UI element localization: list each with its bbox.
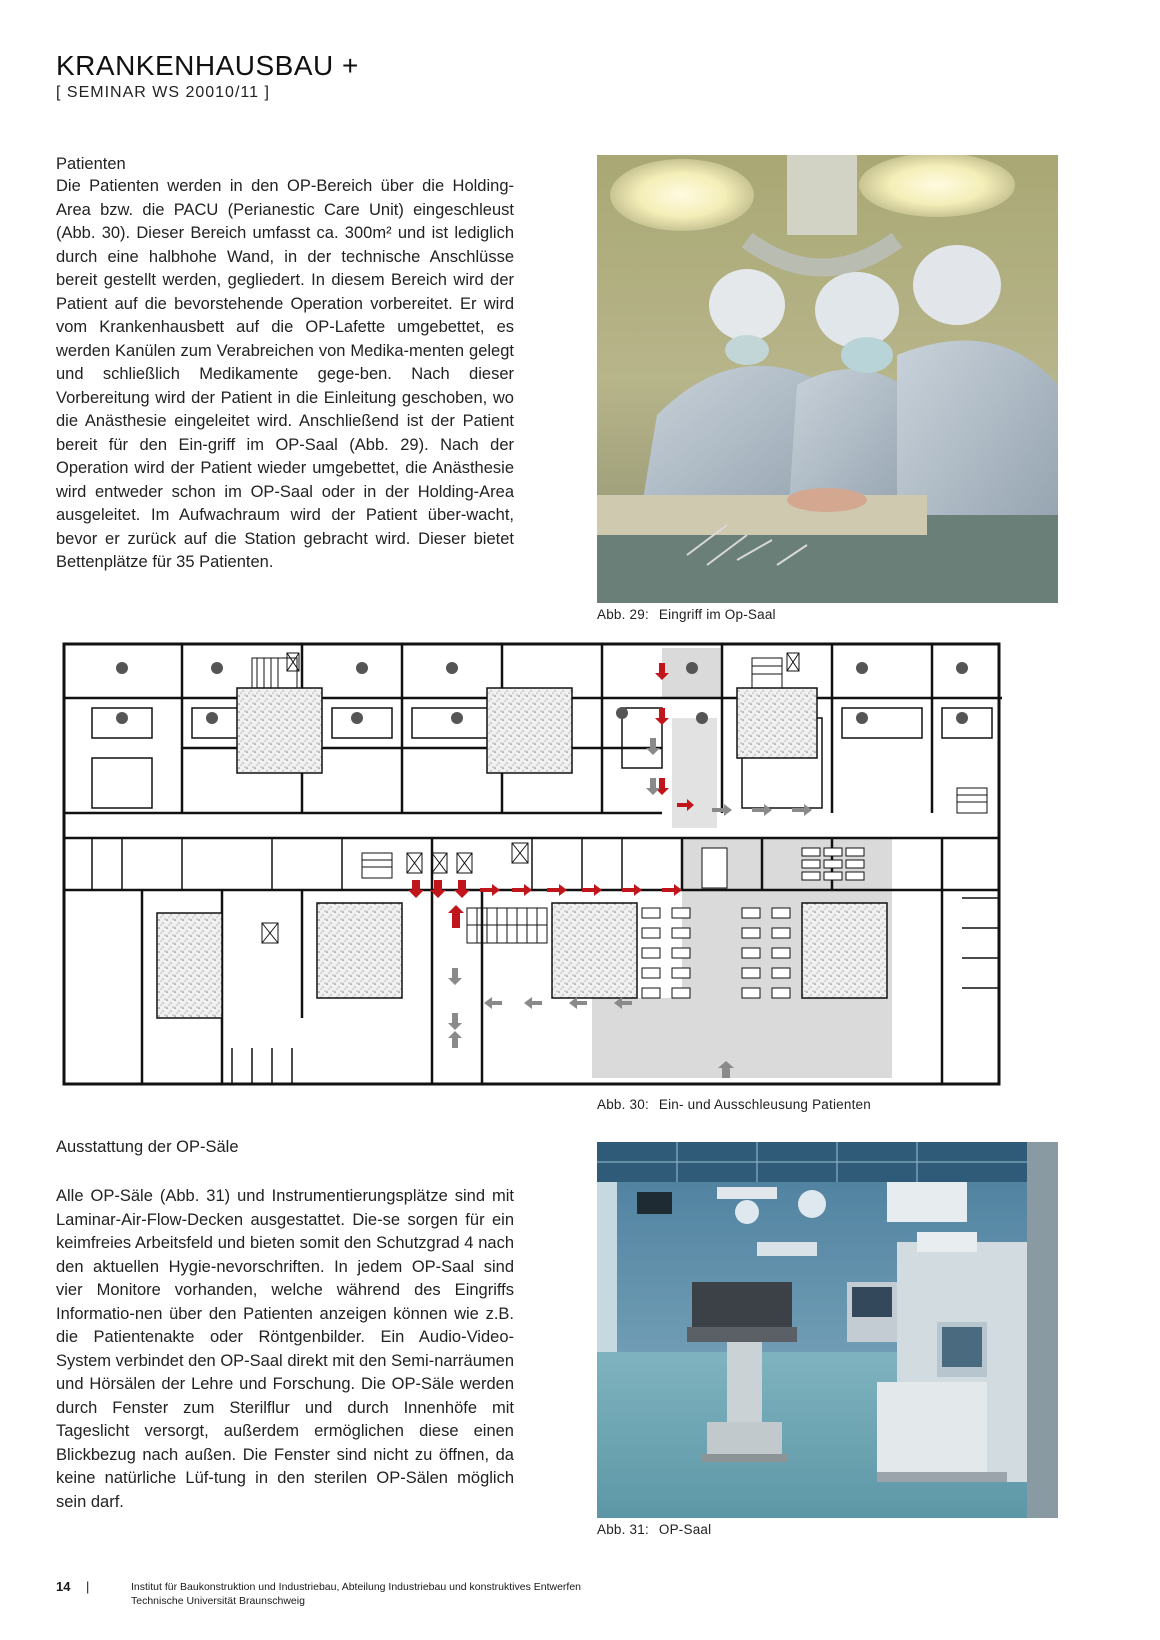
footer-university: Technische Universität Braunschweig <box>131 1595 305 1607</box>
footer-separator: | <box>86 1579 90 1594</box>
section-text-patienten: Die Patienten werden in den OP-Bereich über die Holding-Area bzw. die PACU (Perianestic Care Unit) eingeschleust (Abb. 30). Dieser Bereich umfasst ca. 300m² und ist lediglich durch eine halbhohe Wand, in der technische Anschlüsse bereit gestellt werden, gegliedert. In diesem Bereich wird der Patient auf die bevorstehende Operation vorbereitet. Er wird vom Krankenhausbett auf die OP-Lafette umgebettet, es werden Kanülen zum Verabreichen von Medika-menten gelegt und schließlich Medikamente gege-ben. Nach dieser Vorbereitung wird der Patient in die Einleitung geschoben, wo die Anästhesie eingeleitet wird. Anschließend ist der Patient bereit für den Ein-griff im OP-Saal (Abb. 29). Nach der Operation wird der Patient wieder umgebettet, die Anästhesie wird entweder schon im OP-Saal oder in der Holding-Area ausgeleitet. Im Aufwachraum wird der Patient über-wacht, bevor er zurück auf die Station gebracht wird. Dieser bietet Bettenplätze für 35 Patienten. <box>56 177 514 571</box>
figure-text-29: Eingriff im Op-Saal <box>658 607 776 622</box>
section-text-ausstattung: Alle OP-Säle (Abb. 31) und Instrumentierungsplätze sind mit Laminar-Air-Flow-Decken ausgestattet. Die-se sorgen für ein keimfreies Arbeitsfeld und bieten somit den Schutzgrad 4 nach den aktuellen Hygie-nevorschriften. In jedem OP-Saal sind vier Monitore vorhanden, welche während des Eingriffs Informatio-nen über den Patienten anzeigen können wie z.B. die Patientenakte oder Röntgenbilder. Ein Audio-Video-System verbindet den OP-Saal direkt mit den Semi-narräumen und Hörsälen der Lehre und Forschung. Die OP-Säle werden durch Fenster zum Sterilflur und durch Innenhöfe mit Tageslicht versorgt, außerdem ermöglichen diese einen Blickbezug nach außen. Die Fenster sind nicht zu öffnen, da keine natürliche Lüf-tung in den sterilen OP-Sälen möglich sein darf. <box>56 1187 514 1511</box>
footer-institute: Institut für Baukonstruktion und Industriebau, Abteilung Industriebau und konstruktives Entwerfen <box>131 1581 582 1593</box>
photo-operating-room <box>597 1142 1058 1518</box>
figure-caption-29 <box>597 607 776 622</box>
figure-text-31: OP-Saal <box>658 1522 712 1537</box>
courtyard <box>237 688 322 773</box>
figure-text-30: Ein- und Ausschleusung Patienten <box>658 1097 871 1112</box>
section-heading-patienten: Patienten <box>56 155 126 173</box>
figure-caption-31 <box>597 1522 711 1537</box>
figure-caption-30 <box>597 1097 871 1112</box>
document-subtitle: [ SEMINAR WS 20010/11 ] <box>56 84 270 101</box>
page-number: 14 <box>56 1579 71 1594</box>
figure-label-31: Abb. 31: <box>597 1522 649 1537</box>
section-heading-ausstattung: Ausstattung der OP-Säle <box>56 1138 239 1156</box>
floor-plan-diagram <box>62 638 1054 1090</box>
figure-label-30: Abb. 30: <box>597 1097 649 1112</box>
photo-surgery <box>597 155 1058 603</box>
figure-label-29: Abb. 29: <box>597 607 649 622</box>
document-title: KRANKENHAUSBAU + <box>56 50 359 81</box>
